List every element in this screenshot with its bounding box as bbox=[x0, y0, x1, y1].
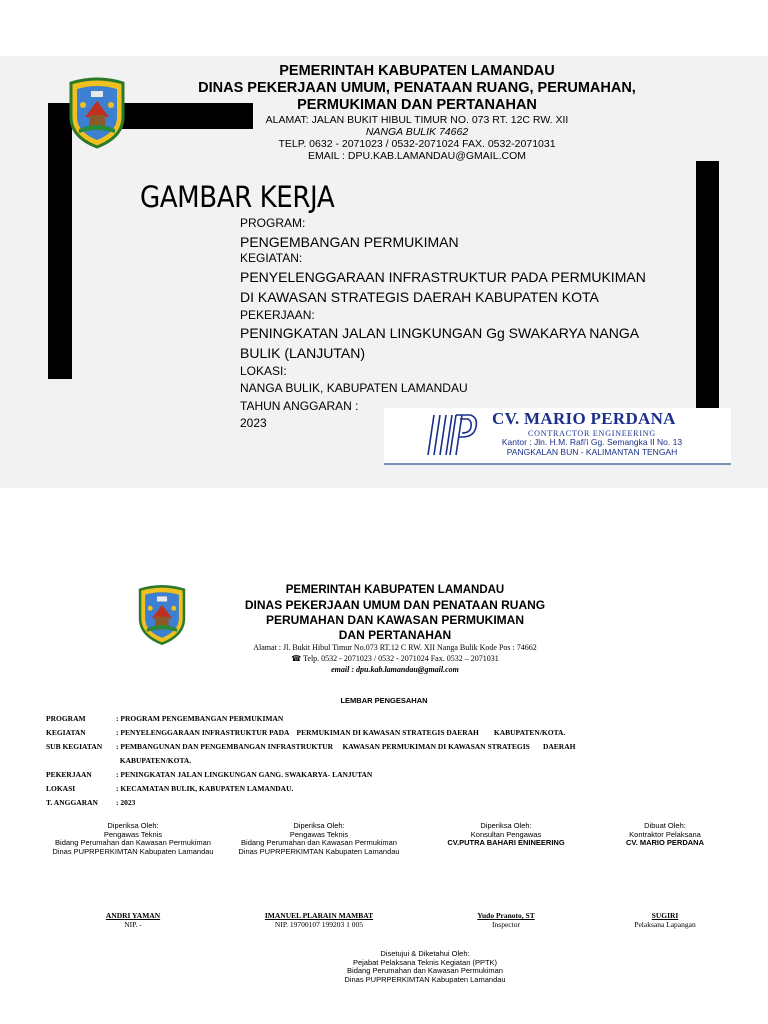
signer-role-line: Diperiksa Oleh: bbox=[107, 821, 159, 830]
signer-block-3 bbox=[430, 822, 582, 848]
approver-line: Pejabat Pelaksana Teknis Kegiatan (PPTK) bbox=[352, 957, 498, 967]
signer-name-3 bbox=[430, 911, 582, 929]
signer-role-line: Bidang Perumahan dan Kawasan Permukiman bbox=[241, 838, 397, 847]
row-sub-kegiatan-cont bbox=[46, 756, 191, 765]
program-label: PROGRAM: bbox=[240, 216, 306, 230]
row-value: : PENINGKATAN JALAN LINGKUNGAN GANG. SWAKARYA- LANJUTAN bbox=[116, 770, 373, 779]
signer-role-line: Konsultan Pengawas bbox=[470, 829, 542, 839]
contractor-stamp bbox=[384, 408, 731, 465]
row-pekerjaan bbox=[46, 770, 372, 779]
approval-header-line4: DAN PERTANAHAN bbox=[338, 628, 452, 642]
signer-name: Yudo Pranoto, ST bbox=[477, 911, 535, 920]
lokasi-label: LOKASI: bbox=[240, 364, 287, 378]
approver-line: Bidang Perumahan dan Kawasan Permukiman bbox=[347, 966, 503, 975]
row-value: : PENYELENGGARAAN INFRASTRUKTUR PADA PERMUKIMAN DI KAWASAN STRATEGIS DAERAH KABUPATEN/KOTA. bbox=[116, 728, 566, 737]
signer-role-line: Diperiksa Oleh: bbox=[480, 821, 532, 830]
tahun-value: 2023 bbox=[240, 416, 267, 430]
approval-header-line2: DINAS PEKERJAAN UMUM DAN PENATAAN RUANG bbox=[244, 598, 546, 612]
frame-bar-right bbox=[696, 161, 719, 409]
sheet-title: LEMBAR PENGESAHAN bbox=[340, 696, 428, 705]
signer-id: NIP. 19700107 199203 1 005 bbox=[274, 920, 364, 929]
signer-role-line: CV. MARIO PERDANA bbox=[625, 838, 705, 847]
row-lokasi bbox=[46, 784, 293, 793]
signer-id: Inspector bbox=[492, 920, 520, 929]
pekerjaan-label: PEKERJAAN: bbox=[240, 308, 315, 322]
cover-title: GAMBAR KERJA bbox=[140, 180, 335, 214]
contractor-tagline: CONTRACTOR ENGINEERING bbox=[528, 429, 656, 438]
approval-email: email : dpu.kab.lamandau@gmail.com bbox=[331, 665, 459, 674]
approver-line: Disetujui & Diketahui Oleh: bbox=[380, 949, 470, 958]
cover-city: NANGA BULIK 74662 bbox=[365, 126, 469, 138]
row-key: SUB KEGIATAN bbox=[46, 742, 103, 751]
row-tahun bbox=[46, 798, 135, 807]
row-program bbox=[46, 714, 283, 723]
signer-name: SUGIRI bbox=[651, 911, 679, 920]
contractor-city: PANGKALAN BUN - KALIMANTAN TENGAH bbox=[506, 447, 678, 457]
signer-role-line: Dinas PUPRPERKIMTAN Kabupaten Lamandau bbox=[52, 846, 214, 856]
signer-block-1 bbox=[46, 822, 220, 856]
lokasi-value: NANGA BULIK, KABUPATEN LAMANDAU bbox=[240, 381, 468, 395]
signer-block-4 bbox=[600, 822, 730, 848]
contractor-name: CV. MARIO PERDANA bbox=[492, 409, 676, 428]
cover-address: ALAMAT: JALAN BUKIT HIBUL TIMUR NO. 073 RT. 12C RW. XII bbox=[265, 114, 569, 126]
approval-phone-row bbox=[11, 654, 768, 663]
signer-name: IMANUEL PLARAIN MAMBAT bbox=[264, 911, 374, 920]
row-key: T. ANGGARAN bbox=[46, 798, 98, 807]
pekerjaan-line1: PENINGKATAN JALAN LINGKUNGAN Gg SWAKARYA NANGA bbox=[240, 325, 640, 341]
contractor-office: Kantor : Jln. H.M. Rafi'i Gg. Semangka II No. 13 bbox=[501, 437, 683, 447]
signer-role-line: Dinas PUPRPERKIMTAN Kabupaten Lamandau bbox=[238, 846, 400, 856]
approver-block bbox=[300, 950, 550, 984]
kegiatan-line2: DI KAWASAN STRATEGIS DAERAH KABUPATEN KOTA bbox=[240, 289, 599, 305]
row-value: : 2023 bbox=[116, 798, 136, 807]
cover-header-line3: PERMUKIMAN DAN PERTANAHAN bbox=[297, 97, 537, 113]
approval-phone: Telp. 0532 - 2071023 / 0532 - 2071024 Fax. 0532 – 2071031 bbox=[303, 654, 499, 663]
row-key: PROGRAM bbox=[46, 714, 86, 723]
signer-role-line: Diperiksa Oleh: bbox=[293, 821, 345, 830]
kegiatan-label: KEGIATAN: bbox=[240, 251, 303, 265]
row-key: PEKERJAAN bbox=[46, 770, 92, 779]
signer-role-line: Bidang Perumahan dan Kawasan Permukiman bbox=[55, 838, 211, 847]
row-value: : PROGRAM PENGEMBANGAN PERMUKIMAN bbox=[116, 714, 284, 723]
approval-address: Alamat : Jl. Bukit Hibul Timur No.073 RT.12 C RW. XII Nanga Bulik Kode Pos : 74662 bbox=[253, 643, 537, 652]
phone-icon: ☎ bbox=[291, 654, 304, 663]
row-value: : PEMBANGUNAN DAN PENGEMBANGAN INFRASTRUKTUR KAWASAN PERMUKIMAN DI KAWASAN STRATEGIS DAERAH bbox=[116, 742, 576, 751]
signer-name: ANDRI YAMAN bbox=[105, 911, 161, 920]
row-key: KEGIATAN bbox=[46, 728, 86, 737]
signer-name-4 bbox=[600, 911, 730, 929]
signer-block-2 bbox=[232, 822, 406, 856]
approver-line: Dinas PUPRPERKIMTAN Kabupaten Lamandau bbox=[344, 974, 506, 984]
program-value: PENGEMBANGAN PERMUKIMAN bbox=[240, 234, 459, 250]
signer-role-line: CV.PUTRA BAHARI ENINEERING bbox=[447, 838, 565, 847]
row-value: KABUPATEN/KOTA. bbox=[116, 756, 192, 765]
signer-id: Pelaksana Lapangan bbox=[634, 920, 696, 929]
signer-name-2 bbox=[232, 911, 406, 929]
row-key: LOKASI bbox=[46, 784, 76, 793]
approval-header-line1: PEMERINTAH KABUPATEN LAMANDAU bbox=[285, 584, 505, 596]
row-kegiatan bbox=[46, 728, 565, 737]
row-sub-kegiatan bbox=[46, 742, 575, 751]
approval-header-line3: PERUMAHAN DAN KAWASAN PERMUKIMAN bbox=[266, 613, 524, 627]
signer-role-line: Pengawas Teknis bbox=[103, 829, 163, 839]
cover-phone: TELP. 0632 - 2071023 / 0532-2071024 FAX. 0532-2071031 bbox=[278, 138, 556, 150]
cover-header-line1: PEMERINTAH KABUPATEN LAMANDAU bbox=[279, 63, 555, 79]
signer-role-line: Pengawas Teknis bbox=[289, 829, 349, 839]
kegiatan-line1: PENYELENGGARAAN INFRASTRUKTUR PADA PERMUKIMAN bbox=[240, 269, 646, 285]
signer-role-line: Kontraktor Pelaksana bbox=[629, 829, 701, 839]
cover-email: EMAIL : DPU.KAB.LAMANDAU@GMAIL.COM bbox=[308, 150, 526, 162]
signer-id: NIP. - bbox=[124, 920, 142, 929]
row-value: : KECAMATAN BULIK, KABUPATEN LAMANDAU. bbox=[116, 784, 294, 793]
pekerjaan-line2: BULIK (LANJUTAN) bbox=[240, 345, 365, 361]
signer-role-line: Dibuat Oleh: bbox=[644, 821, 686, 830]
contractor-logo-icon bbox=[426, 411, 478, 459]
cover-header-line2: DINAS PEKERJAAN UMUM, PENATAAN RUANG, PERUMAHAN, bbox=[198, 80, 636, 96]
tahun-label: TAHUN ANGGARAN : bbox=[240, 399, 359, 413]
signer-name-1 bbox=[46, 911, 220, 929]
